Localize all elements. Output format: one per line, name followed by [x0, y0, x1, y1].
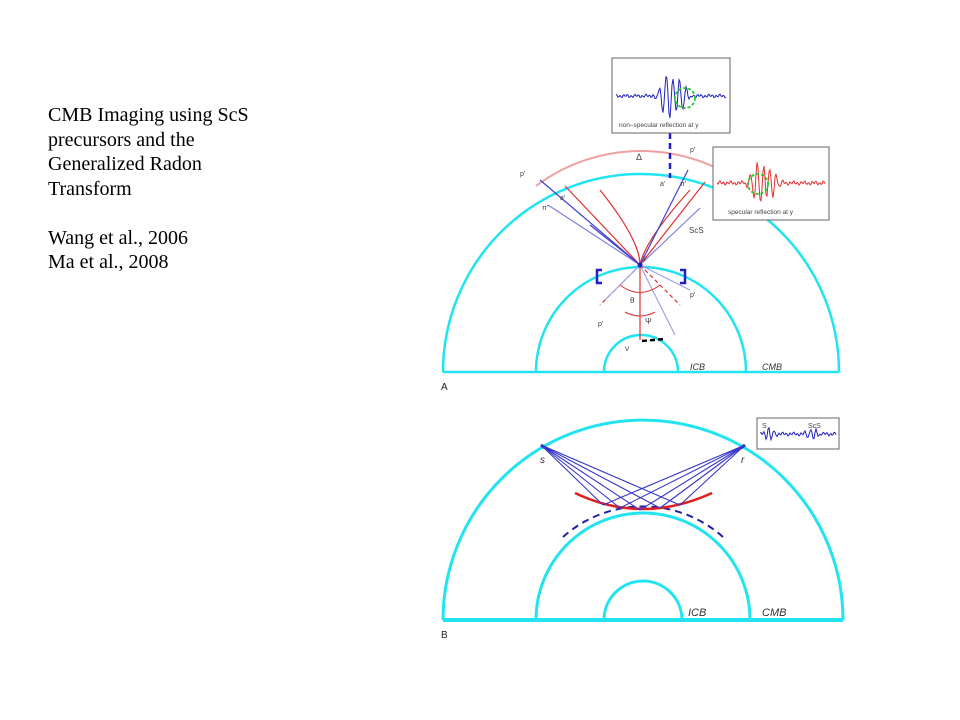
r-label: r — [741, 455, 745, 466]
citation-wang: Wang et al., 2006 — [48, 226, 189, 249]
inset-seismogram — [757, 418, 839, 449]
panel-a-icb-label: ICB — [690, 362, 706, 372]
point-y — [638, 263, 643, 268]
dashed-arc — [563, 506, 723, 537]
red-ray-curve — [600, 190, 640, 265]
p-label-top: p' — [690, 147, 696, 154]
panel-b — [441, 418, 843, 641]
inset-right-caption: specular reflection at y — [728, 209, 794, 216]
a-label-left: a' — [560, 195, 566, 202]
ray-s — [541, 445, 603, 505]
pi-label-right: π' — [680, 181, 687, 188]
ray-s — [541, 445, 680, 505]
panel-b-icb-label: ICB — [688, 607, 707, 619]
p-label-left: p' — [520, 171, 526, 178]
red-ray-curve — [640, 190, 690, 265]
ray-s — [541, 445, 620, 508]
title-line-2: precursors and the — [48, 128, 195, 151]
red-ray — [565, 186, 640, 265]
title-line-1: CMB Imaging using ScS — [48, 104, 249, 126]
blue-ray — [605, 265, 640, 300]
ray-r — [620, 445, 745, 508]
ray-r — [603, 445, 745, 505]
y-label: y — [643, 255, 647, 262]
panel-a-icb — [604, 335, 678, 372]
s-label: s — [540, 455, 545, 466]
inset-scs-label: ScS — [808, 423, 821, 430]
panel-a-cmb — [536, 267, 746, 372]
p-label-bottom: p' — [598, 321, 604, 328]
blue-ray — [590, 225, 640, 265]
citation-ma: Ma et al., 2008 — [48, 251, 169, 273]
inset-top-caption: non–specular reflection at y — [619, 122, 699, 129]
panel-b-cmb — [536, 513, 750, 620]
panel-b-label: B — [441, 630, 448, 641]
panel-b-rays — [541, 445, 745, 510]
blue-ray — [640, 208, 700, 265]
panel-b-surface — [443, 420, 843, 620]
p-label-right: p' — [690, 292, 696, 299]
panel-a-label: A — [441, 382, 448, 393]
theta-label: θ — [630, 296, 635, 305]
red-ray — [640, 182, 705, 265]
panel-b-shells — [443, 420, 843, 620]
psi-label: Ψ — [645, 317, 652, 326]
ray-r — [680, 445, 745, 505]
delta-label: Δ — [636, 152, 643, 162]
blue-ray — [548, 205, 640, 265]
inset-non-specular — [612, 58, 730, 133]
panel-b-cmb-label: CMB — [762, 607, 787, 619]
ray-r — [660, 445, 745, 508]
panel-a — [441, 58, 839, 393]
title-line-3: Generalized Radon — [48, 153, 202, 175]
title-line-4: Transform — [48, 177, 132, 200]
scs-label: ScS — [689, 226, 704, 235]
panel-a-cmb-label: CMB — [762, 362, 782, 372]
inset-s-label: S — [762, 423, 767, 430]
inset-specular — [713, 147, 829, 220]
pi-label-left: π' — [542, 205, 549, 212]
nu-label: ν — [625, 344, 629, 353]
a-label-right: a' — [660, 181, 666, 188]
ray-s — [541, 445, 660, 508]
panel-b-icb — [604, 581, 682, 620]
